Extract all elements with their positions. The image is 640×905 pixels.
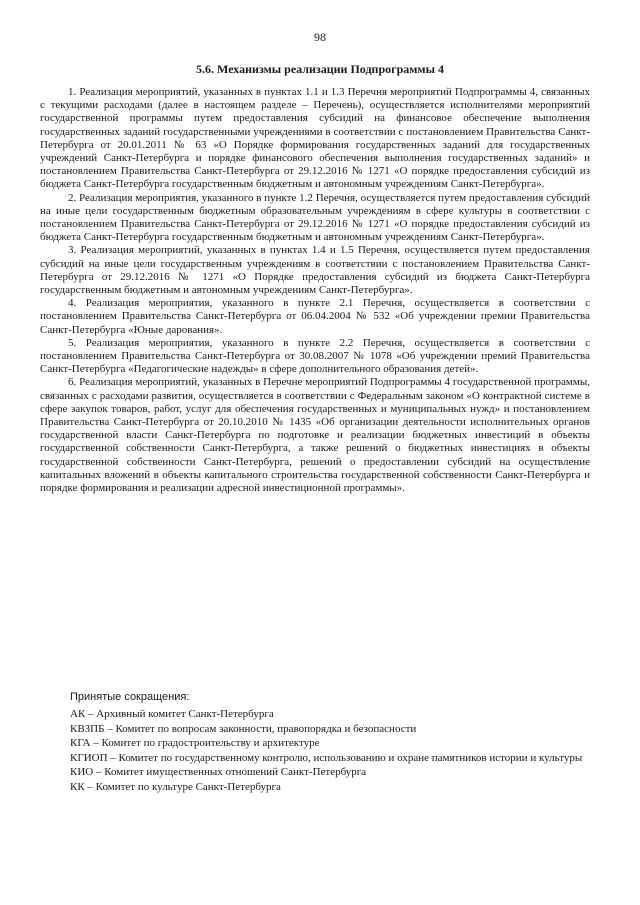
abbreviation-kk: КК – Комитет по культуре Санкт-Петербурга: [70, 780, 281, 793]
paragraph-6: 6. Реализация мероприятий, указанных в Перечне мероприятий Подпрограммы 4 государственной программы, связанных с расходами развития, осуществляется в соответствии с Федеральным законом «О контрактной системе в сфере закупок товаров, работ, услуг для обеспечения государственных и муниципальных нужд» и постановлением Правительства Санкт-Петербурга от 20.10.2010 № 1435 «Об организации деятельности исполнительных органов государственной власти Санкт-Петербурга по подготовке и реализации бюджетных инвестиций в объекты государственной собственности Санкт-Петербурга, а также решений о бюджетных инвестициях в объекты государственной собственности Санкт-Петербурга, решений о предоставлении субсидий на осуществление капитальных вложений в объекты капитального строительства государственной собственности Санкт-Петербурга и порядке формирования и реализации адресной инвестиционной программы».: [40, 376, 590, 495]
page-number: 98: [314, 30, 326, 44]
paragraph-3: 3. Реализация мероприятий, указанных в пунктах 1.4 и 1.5 Перечня, осуществляется путем предоставления субсидий на иные цели государственным учреждениям в соответствии с постановлением Правительства Санкт-Петербурга от 29.12.2016 № 1271 «О Порядке предоставления субсидий из бюджета Санкт-Петербурга государственным бюджетным и автономным учреждениям Санкт-Петербурга».: [40, 244, 590, 297]
section-title: 5.6. Механизмы реализации Подпрограммы 4: [196, 62, 444, 76]
abbreviation-kio: КИО – Комитет имущественных отношений Санкт-Петербурга: [70, 766, 367, 779]
paragraph-5: 5. Реализация мероприятия, указанного в пункте 2.2 Перечня, осуществляется в соответствии с постановлением Правительства Санкт-Петербурга от 30.08.2007 № 1078 «Об учреждении премий Правительства Санкт-Петербурга «Педагогические надежды» в сфере дополнительного образования детей».: [40, 336, 590, 376]
abbreviation-kvzpb: КВЗПБ – Комитет по вопросам законности, правопорядка и безопасности: [70, 722, 417, 735]
abbreviation-ak: АК – Архивный комитет Санкт-Петербурга: [70, 708, 274, 720]
abbreviation-kga: КГА – Комитет по градостроительству и архитектуре: [70, 737, 320, 750]
body-text: [40, 86, 590, 495]
abbreviations-heading: Принятые сокращения:: [70, 691, 190, 703]
paragraph-2: 2. Реализация мероприятия, указанного в пункте 1.2 Перечня, осуществляется путем предоставления субсидий на иные цели государственным бюджетным образовательным учреждениям в сфере культуры в соответствии с постановлением Правительства Санкт-Петербурга от 29.12.2016 № 1271 «О порядке предоставления субсидий из бюджета Санкт-Петербурга государственным бюджетным и автономным учреждениям Санкт-Петербурга».: [40, 191, 590, 244]
abbreviation-kgiop: КГИОП – Комитет по государственному контролю, использованию и охране памятников истории и культуры: [70, 751, 583, 764]
paragraph-1: 1. Реализация мероприятий, указанных в пунктах 1.1 и 1.3 Перечня мероприятий Подпрограммы 4, связанных с текущими расходами (далее в настоящем разделе – Перечень), осуществляется исполнителями мероприятий государственной программы путем предоставления субсидий на финансовое обеспечение выполнения государственных заданий государственными учреждениями в соответствии с постановлением Правительства Санкт-Петербурга от 20.01.2011 № 63 «О Порядке формирования государственных заданий для государственных учреждений Санкт-Петербурга и порядке финансового обеспечения выполнения государственных заданий» и постановлением Правительства Санкт-Петербурга от 29.12.2016 № 1271 «О порядке предоставления субсидий из бюджета Санкт-Петербурга государственным бюджетным и автономным учреждениям Санкт-Петербурга».: [40, 86, 590, 191]
paragraph-4: 4. Реализация мероприятия, указанного в пункте 2.1 Перечня, осуществляется в соответствии с постановлением Правительства Санкт-Петербурга от 06.04.2004 № 532 «Об учреждении премии Правительства Санкт-Петербурга «Юные дарования».: [40, 297, 590, 336]
abbreviations-list: [40, 690, 590, 795]
